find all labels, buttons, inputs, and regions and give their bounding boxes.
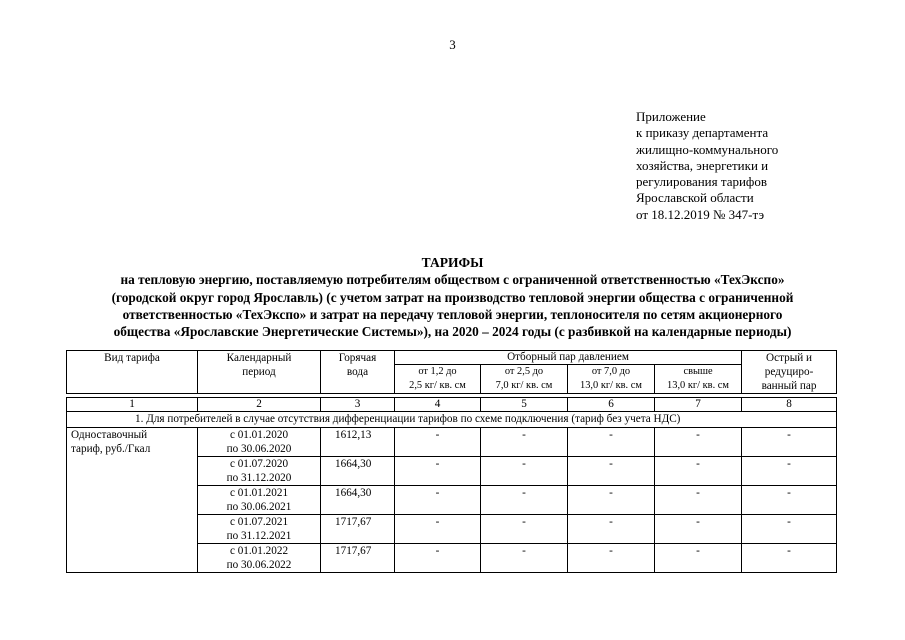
steam-3-value: - bbox=[568, 515, 655, 544]
appendix-line: регулирования тарифов bbox=[636, 174, 767, 190]
header-tariff-type: Вид тарифа bbox=[67, 351, 198, 394]
appendix-line: к приказу департамента bbox=[636, 125, 769, 141]
title-line: ответственностью «ТехЭкспо» и затрат на передачу тепловой энергии, теплоносителя по сетям акционерного bbox=[122, 306, 783, 322]
steam-2-value: - bbox=[481, 544, 568, 573]
appendix-line: жилищно-коммунального bbox=[636, 141, 779, 157]
column-number: 7 bbox=[655, 398, 742, 412]
section-row bbox=[67, 412, 837, 428]
steam-2-value: - bbox=[481, 457, 568, 486]
steam-4-value: - bbox=[655, 486, 742, 515]
period-cell: с 01.07.2021 по 31.12.2021 bbox=[198, 515, 321, 544]
tariff-label: Одноставочный тариф, руб./Гкал bbox=[67, 428, 198, 573]
steam-4-value: - bbox=[655, 515, 742, 544]
steam-3-value: - bbox=[568, 428, 655, 457]
period-cell: с 01.01.2022 по 30.06.2022 bbox=[198, 544, 321, 573]
title-line: на тепловую энергию, поставляемую потребителям обществом с ограниченной ответственностью «ТехЭкспо» bbox=[120, 272, 785, 288]
steam-4-value: - bbox=[655, 544, 742, 573]
steam-4-value: - bbox=[655, 428, 742, 457]
title-heading: ТАРИФЫ bbox=[421, 255, 484, 270]
header-row bbox=[67, 351, 837, 365]
steam-2-value: - bbox=[481, 486, 568, 515]
hot-water-value: 1664,30 bbox=[321, 457, 395, 486]
steam-3-value: - bbox=[568, 544, 655, 573]
appendix-line: Приложение bbox=[636, 109, 706, 124]
page-number: 3 bbox=[449, 37, 456, 52]
header-steam-1: от 1,2 до 2,5 кг/ кв. см bbox=[395, 365, 481, 394]
title-line: (городской округ город Ярославль) (с учетом затрат на производство тепловой энергии общества с ограниченной bbox=[111, 289, 794, 305]
column-number: 3 bbox=[321, 398, 395, 412]
sharp-steam-value: - bbox=[742, 544, 837, 573]
column-number: 8 bbox=[742, 398, 837, 412]
sharp-steam-value: - bbox=[742, 515, 837, 544]
steam-4-value: - bbox=[655, 457, 742, 486]
header-steam-3: от 7,0 до 13,0 кг/ кв. см bbox=[568, 365, 655, 394]
appendix-line: Ярославской области bbox=[636, 190, 754, 206]
header-steam-2: от 2,5 до 7,0 кг/ кв. см bbox=[481, 365, 568, 394]
hot-water-value: 1717,67 bbox=[321, 544, 395, 573]
hot-water-value: 1612,13 bbox=[321, 428, 395, 457]
hot-water-value: 1664,30 bbox=[321, 486, 395, 515]
table-row bbox=[67, 428, 837, 457]
column-number: 6 bbox=[568, 398, 655, 412]
appendix-note bbox=[636, 109, 896, 223]
column-number: 1 bbox=[67, 398, 198, 412]
steam-1-value: - bbox=[395, 428, 481, 457]
sharp-steam-value: - bbox=[742, 457, 837, 486]
column-number: 2 bbox=[198, 398, 321, 412]
header-sharp-steam: Острый и редуциро- ванный пар bbox=[742, 351, 837, 394]
header-steam-4: свыше 13,0 кг/ кв. см bbox=[655, 365, 742, 394]
column-number-row bbox=[67, 398, 837, 412]
steam-1-value: - bbox=[395, 486, 481, 515]
steam-2-value: - bbox=[481, 428, 568, 457]
document-title bbox=[40, 254, 865, 340]
period-cell: с 01.01.2020 по 30.06.2020 bbox=[198, 428, 321, 457]
section-title: 1. Для потребителей в случае отсутствия дифференциации тарифов по схеме подключения (тариф без учета НДС) bbox=[67, 412, 837, 428]
column-number: 4 bbox=[395, 398, 481, 412]
title-line: общества «Ярославские Энергетические Системы»), на 2020 – 2024 годы (с разбивкой на календарные периоды) bbox=[113, 324, 792, 340]
steam-1-value: - bbox=[395, 515, 481, 544]
header-calendar-period: Календарный период bbox=[198, 351, 321, 394]
steam-1-value: - bbox=[395, 457, 481, 486]
column-number: 5 bbox=[481, 398, 568, 412]
sharp-steam-value: - bbox=[742, 486, 837, 515]
period-cell: с 01.01.2021 по 30.06.2021 bbox=[198, 486, 321, 515]
steam-2-value: - bbox=[481, 515, 568, 544]
header-steam-group: Отборный пар давлением bbox=[395, 351, 742, 365]
period-cell: с 01.07.2020 по 31.12.2020 bbox=[198, 457, 321, 486]
hot-water-value: 1717,67 bbox=[321, 515, 395, 544]
steam-3-value: - bbox=[568, 457, 655, 486]
sharp-steam-value: - bbox=[742, 428, 837, 457]
tariff-table bbox=[66, 350, 837, 573]
header-hot-water: Горячая вода bbox=[321, 351, 395, 394]
steam-3-value: - bbox=[568, 486, 655, 515]
appendix-line: от 18.12.2019 № 347-тэ bbox=[636, 206, 765, 222]
steam-1-value: - bbox=[395, 544, 481, 573]
appendix-line: хозяйства, энергетики и bbox=[636, 157, 769, 173]
